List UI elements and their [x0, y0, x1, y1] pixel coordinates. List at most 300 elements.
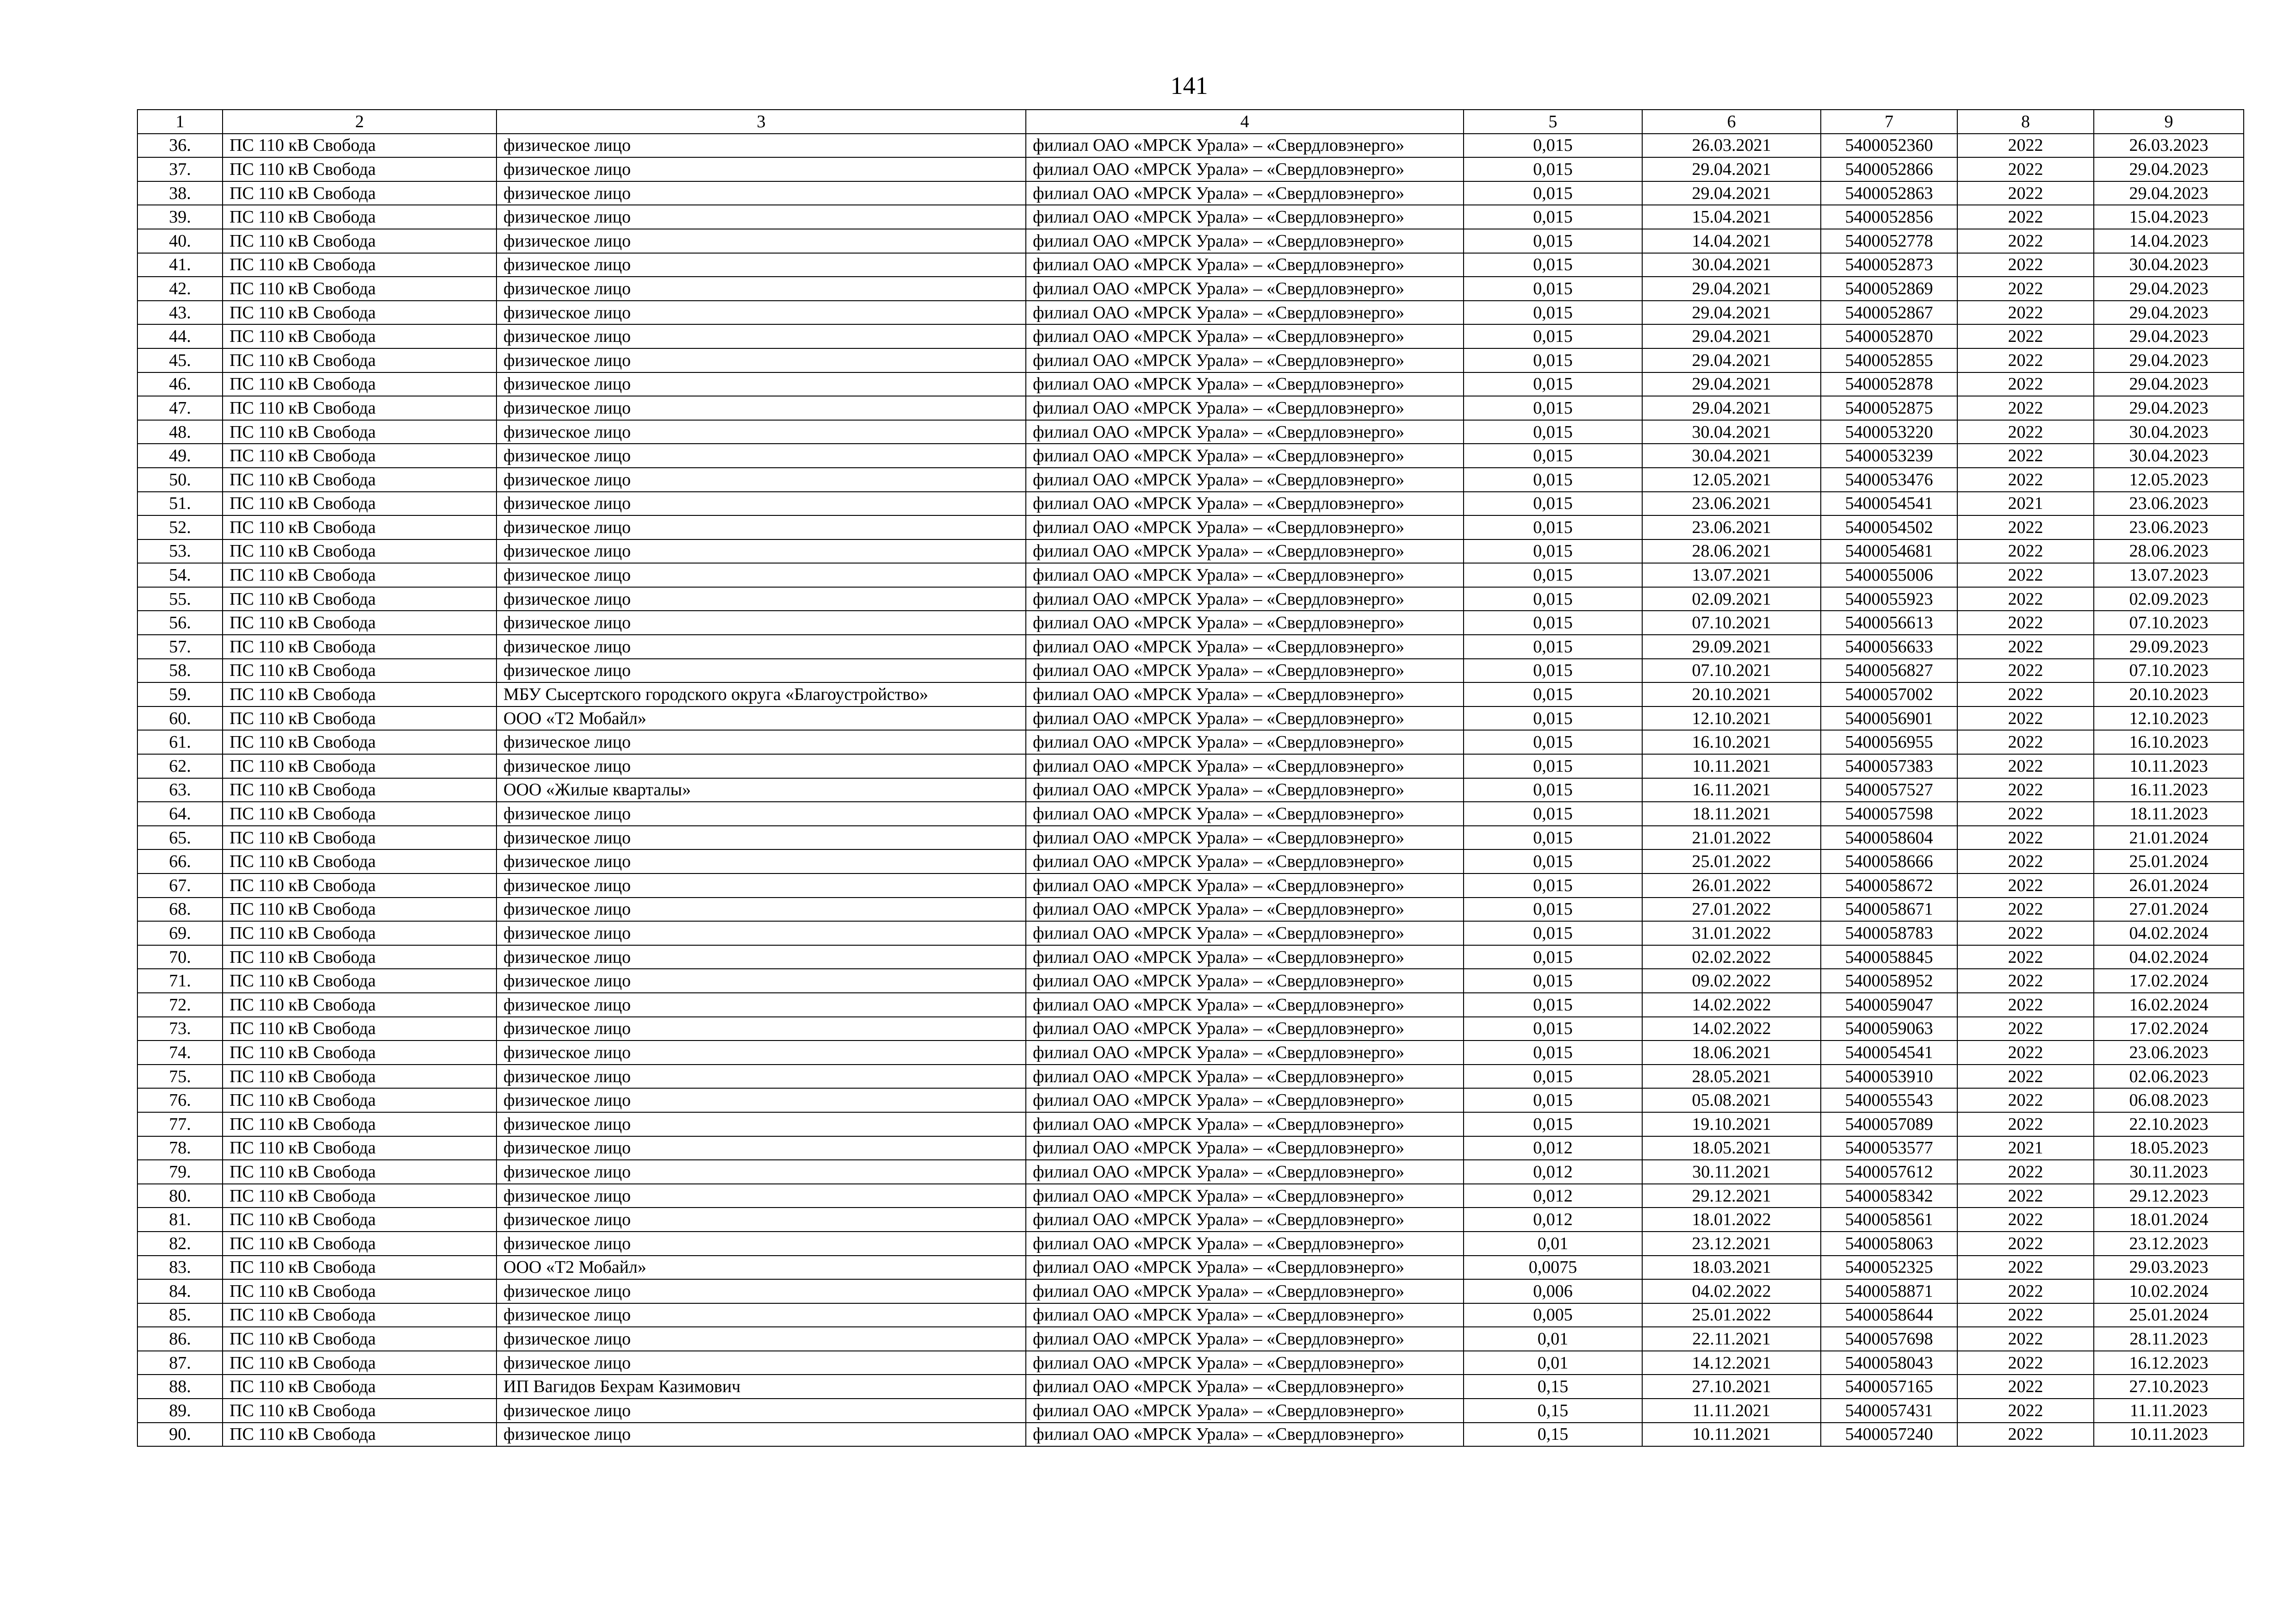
cell-row-number: 83.	[137, 1256, 223, 1280]
cell-year: 2022	[1957, 993, 2094, 1017]
cell-substation: ПС 110 кВ Свобода	[223, 277, 496, 301]
cell-row-number: 63.	[137, 778, 223, 802]
cell-request-date: 18.06.2021	[1642, 1041, 1821, 1065]
cell-substation: ПС 110 кВ Свобода	[223, 420, 496, 444]
cell-deadline-date: 30.04.2023	[2094, 420, 2244, 444]
cell-deadline-date: 22.10.2023	[2094, 1112, 2244, 1136]
table-row	[137, 898, 2244, 922]
cell-substation: ПС 110 кВ Свобода	[223, 181, 496, 205]
cell-power-mw: 0,01	[1464, 1327, 1642, 1351]
cell-network-organization: филиал ОАО «МРСК Урала» – «Свердловэнерго»	[1026, 348, 1464, 372]
cell-substation: ПС 110 кВ Свобода	[223, 396, 496, 420]
cell-network-organization: филиал ОАО «МРСК Урала» – «Свердловэнерго»	[1026, 1208, 1464, 1232]
cell-network-organization: филиал ОАО «МРСК Урала» – «Свердловэнерго»	[1026, 157, 1464, 181]
table-row	[137, 635, 2244, 659]
cell-request-date: 28.06.2021	[1642, 539, 1821, 564]
cell-contract-number: 5400057612	[1821, 1160, 1957, 1184]
cell-network-organization: филиал ОАО «МРСК Урала» – «Свердловэнерго»	[1026, 849, 1464, 873]
cell-contract-number: 5400057527	[1821, 778, 1957, 802]
cell-deadline-date: 12.05.2023	[2094, 468, 2244, 492]
cell-request-date: 02.09.2021	[1642, 587, 1821, 611]
cell-deadline-date: 04.02.2024	[2094, 921, 2244, 945]
table-row	[137, 1375, 2244, 1399]
cell-power-mw: 0,01	[1464, 1351, 1642, 1375]
cell-year: 2022	[1957, 1088, 2094, 1112]
cell-power-mw: 0,015	[1464, 301, 1642, 325]
cell-request-date: 14.02.2022	[1642, 1017, 1821, 1041]
cell-deadline-date: 29.04.2023	[2094, 181, 2244, 205]
cell-contract-number: 5400057698	[1821, 1327, 1957, 1351]
cell-contract-number: 5400056633	[1821, 635, 1957, 659]
cell-request-date: 18.05.2021	[1642, 1136, 1821, 1160]
cell-contract-number: 5400058845	[1821, 945, 1957, 969]
cell-row-number: 50.	[137, 468, 223, 492]
cell-contract-number: 5400052360	[1821, 134, 1957, 158]
cell-deadline-date: 30.04.2023	[2094, 253, 2244, 277]
cell-row-number: 76.	[137, 1088, 223, 1112]
cell-request-date: 29.12.2021	[1642, 1184, 1821, 1208]
cell-year: 2022	[1957, 1041, 2094, 1065]
cell-deadline-date: 27.10.2023	[2094, 1375, 2244, 1399]
cell-row-number: 49.	[137, 444, 223, 468]
header-col-3: 3	[496, 110, 1026, 134]
cell-deadline-date: 07.10.2023	[2094, 611, 2244, 635]
cell-row-number: 44.	[137, 324, 223, 348]
cell-request-date: 29.04.2021	[1642, 348, 1821, 372]
cell-substation: ПС 110 кВ Свобода	[223, 157, 496, 181]
cell-contract-number: 5400056827	[1821, 659, 1957, 683]
cell-applicant: физическое лицо	[496, 1088, 1026, 1112]
cell-substation: ПС 110 кВ Свобода	[223, 515, 496, 539]
cell-request-date: 23.06.2021	[1642, 515, 1821, 539]
table-row	[137, 515, 2244, 539]
cell-deadline-date: 29.04.2023	[2094, 372, 2244, 396]
cell-row-number: 57.	[137, 635, 223, 659]
cell-power-mw: 0,015	[1464, 1065, 1642, 1089]
cell-deadline-date: 28.06.2023	[2094, 539, 2244, 564]
cell-contract-number: 5400059047	[1821, 993, 1957, 1017]
cell-row-number: 85.	[137, 1303, 223, 1327]
cell-year: 2022	[1957, 1065, 2094, 1089]
cell-deadline-date: 18.01.2024	[2094, 1208, 2244, 1232]
table-row	[137, 444, 2244, 468]
cell-contract-number: 5400052778	[1821, 229, 1957, 253]
cell-applicant: физическое лицо	[496, 1327, 1026, 1351]
cell-request-date: 29.04.2021	[1642, 301, 1821, 325]
cell-applicant: ООО «Т2 Мобайл»	[496, 1256, 1026, 1280]
cell-request-date: 18.03.2021	[1642, 1256, 1821, 1280]
cell-power-mw: 0,015	[1464, 945, 1642, 969]
cell-applicant: физическое лицо	[496, 754, 1026, 778]
cell-year: 2021	[1957, 492, 2094, 516]
cell-applicant: физическое лицо	[496, 898, 1026, 922]
table-row	[137, 945, 2244, 969]
cell-power-mw: 0,01	[1464, 1232, 1642, 1256]
cell-power-mw: 0,015	[1464, 778, 1642, 802]
cell-year: 2022	[1957, 898, 2094, 922]
cell-power-mw: 0,015	[1464, 826, 1642, 850]
cell-applicant: физическое лицо	[496, 1423, 1026, 1447]
cell-deadline-date: 21.01.2024	[2094, 826, 2244, 850]
cell-request-date: 26.03.2021	[1642, 134, 1821, 158]
cell-request-date: 30.04.2021	[1642, 253, 1821, 277]
cell-deadline-date: 23.12.2023	[2094, 1232, 2244, 1256]
cell-substation: ПС 110 кВ Свобода	[223, 563, 496, 587]
cell-deadline-date: 29.09.2023	[2094, 635, 2244, 659]
cell-row-number: 75.	[137, 1065, 223, 1089]
cell-substation: ПС 110 кВ Свобода	[223, 873, 496, 898]
cell-contract-number: 5400058783	[1821, 921, 1957, 945]
cell-row-number: 81.	[137, 1208, 223, 1232]
cell-year: 2022	[1957, 1160, 2094, 1184]
cell-year: 2022	[1957, 754, 2094, 778]
cell-request-date: 14.04.2021	[1642, 229, 1821, 253]
cell-year: 2022	[1957, 1279, 2094, 1303]
cell-row-number: 86.	[137, 1327, 223, 1351]
table-row	[137, 539, 2244, 564]
cell-request-date: 21.01.2022	[1642, 826, 1821, 850]
cell-row-number: 69.	[137, 921, 223, 945]
cell-substation: ПС 110 кВ Свобода	[223, 1232, 496, 1256]
cell-contract-number: 5400057383	[1821, 754, 1957, 778]
cell-power-mw: 0,015	[1464, 468, 1642, 492]
cell-power-mw: 0,015	[1464, 205, 1642, 229]
cell-deadline-date: 17.02.2024	[2094, 1017, 2244, 1041]
cell-contract-number: 5400056955	[1821, 730, 1957, 754]
cell-applicant: физическое лицо	[496, 1303, 1026, 1327]
table-row	[137, 1088, 2244, 1112]
cell-request-date: 29.04.2021	[1642, 396, 1821, 420]
cell-substation: ПС 110 кВ Свобода	[223, 1088, 496, 1112]
cell-request-date: 29.04.2021	[1642, 157, 1821, 181]
cell-substation: ПС 110 кВ Свобода	[223, 539, 496, 564]
cell-contract-number: 5400059063	[1821, 1017, 1957, 1041]
cell-deadline-date: 17.02.2024	[2094, 969, 2244, 993]
cell-row-number: 43.	[137, 301, 223, 325]
cell-network-organization: филиал ОАО «МРСК Урала» – «Свердловэнерго»	[1026, 277, 1464, 301]
cell-applicant: физическое лицо	[496, 348, 1026, 372]
cell-deadline-date: 16.02.2024	[2094, 993, 2244, 1017]
header-col-8: 8	[1957, 110, 2094, 134]
cell-request-date: 20.10.2021	[1642, 682, 1821, 706]
cell-network-organization: филиал ОАО «МРСК Урала» – «Свердловэнерго»	[1026, 659, 1464, 683]
cell-network-organization: филиал ОАО «МРСК Урала» – «Свердловэнерго»	[1026, 181, 1464, 205]
cell-year: 2022	[1957, 587, 2094, 611]
table-row	[137, 301, 2244, 325]
cell-year: 2022	[1957, 969, 2094, 993]
cell-power-mw: 0,015	[1464, 157, 1642, 181]
table-row	[137, 682, 2244, 706]
cell-contract-number: 5400055923	[1821, 587, 1957, 611]
cell-contract-number: 5400052873	[1821, 253, 1957, 277]
cell-applicant: ООО «Т2 Мобайл»	[496, 706, 1026, 731]
table-row	[137, 706, 2244, 731]
cell-deadline-date: 23.06.2023	[2094, 515, 2244, 539]
cell-deadline-date: 20.10.2023	[2094, 682, 2244, 706]
cell-applicant: физическое лицо	[496, 372, 1026, 396]
cell-contract-number: 5400053476	[1821, 468, 1957, 492]
cell-applicant: физическое лицо	[496, 468, 1026, 492]
cell-deadline-date: 10.02.2024	[2094, 1279, 2244, 1303]
cell-row-number: 39.	[137, 205, 223, 229]
header-col-7: 7	[1821, 110, 1957, 134]
table-row	[137, 1017, 2244, 1041]
cell-power-mw: 0,015	[1464, 492, 1642, 516]
table-row	[137, 348, 2244, 372]
cell-substation: ПС 110 кВ Свобода	[223, 754, 496, 778]
cell-year: 2022	[1957, 635, 2094, 659]
cell-applicant: физическое лицо	[496, 1184, 1026, 1208]
cell-network-organization: филиал ОАО «МРСК Урала» – «Свердловэнерго»	[1026, 1423, 1464, 1447]
cell-network-organization: филиал ОАО «МРСК Урала» – «Свердловэнерго»	[1026, 134, 1464, 158]
cell-row-number: 56.	[137, 611, 223, 635]
cell-row-number: 78.	[137, 1136, 223, 1160]
table-row	[137, 969, 2244, 993]
cell-power-mw: 0,15	[1464, 1375, 1642, 1399]
cell-power-mw: 0,015	[1464, 229, 1642, 253]
table-row	[137, 253, 2244, 277]
table-row	[137, 1208, 2244, 1232]
cell-applicant: ИП Вагидов Бехрам Казимович	[496, 1375, 1026, 1399]
cell-year: 2022	[1957, 444, 2094, 468]
cell-network-organization: филиал ОАО «МРСК Урала» – «Свердловэнерго»	[1026, 587, 1464, 611]
cell-year: 2022	[1957, 778, 2094, 802]
cell-network-organization: филиал ОАО «МРСК Урала» – «Свердловэнерго»	[1026, 1327, 1464, 1351]
cell-power-mw: 0,015	[1464, 1041, 1642, 1065]
cell-power-mw: 0,015	[1464, 515, 1642, 539]
table-row	[137, 730, 2244, 754]
cell-deadline-date: 29.12.2023	[2094, 1184, 2244, 1208]
cell-applicant: физическое лицо	[496, 134, 1026, 158]
cell-year: 2022	[1957, 157, 2094, 181]
cell-power-mw: 0,015	[1464, 682, 1642, 706]
header-col-6: 6	[1642, 110, 1821, 134]
cell-network-organization: филиал ОАО «МРСК Урала» – «Свердловэнерго»	[1026, 1136, 1464, 1160]
cell-row-number: 60.	[137, 706, 223, 731]
cell-substation: ПС 110 кВ Свобода	[223, 205, 496, 229]
cell-power-mw: 0,015	[1464, 802, 1642, 826]
cell-network-organization: филиал ОАО «МРСК Урала» – «Свердловэнерго»	[1026, 539, 1464, 564]
cell-contract-number: 5400058952	[1821, 969, 1957, 993]
header-col-5: 5	[1464, 110, 1642, 134]
cell-year: 2022	[1957, 659, 2094, 683]
cell-year: 2022	[1957, 1232, 2094, 1256]
cell-deadline-date: 16.11.2023	[2094, 778, 2244, 802]
cell-applicant: физическое лицо	[496, 945, 1026, 969]
cell-request-date: 04.02.2022	[1642, 1279, 1821, 1303]
cell-deadline-date: 29.04.2023	[2094, 301, 2244, 325]
cell-power-mw: 0,015	[1464, 396, 1642, 420]
cell-power-mw: 0,015	[1464, 969, 1642, 993]
cell-power-mw: 0,015	[1464, 372, 1642, 396]
table-row	[137, 802, 2244, 826]
cell-network-organization: филиал ОАО «МРСК Урала» – «Свердловэнерго»	[1026, 324, 1464, 348]
cell-substation: ПС 110 кВ Свобода	[223, 682, 496, 706]
cell-deadline-date: 29.04.2023	[2094, 157, 2244, 181]
cell-year: 2022	[1957, 324, 2094, 348]
table-row	[137, 1303, 2244, 1327]
table-row	[137, 826, 2244, 850]
cell-applicant: МБУ Сысертского городского округа «Благоустройство»	[496, 682, 1026, 706]
cell-applicant: физическое лицо	[496, 993, 1026, 1017]
cell-row-number: 45.	[137, 348, 223, 372]
cell-deadline-date: 29.04.2023	[2094, 348, 2244, 372]
cell-substation: ПС 110 кВ Свобода	[223, 1184, 496, 1208]
cell-deadline-date: 23.06.2023	[2094, 1041, 2244, 1065]
cell-power-mw: 0,015	[1464, 1112, 1642, 1136]
cell-substation: ПС 110 кВ Свобода	[223, 444, 496, 468]
cell-network-organization: филиал ОАО «МРСК Урала» – «Свердловэнерго»	[1026, 1256, 1464, 1280]
cell-power-mw: 0,012	[1464, 1136, 1642, 1160]
cell-contract-number: 5400058671	[1821, 898, 1957, 922]
cell-network-organization: филиал ОАО «МРСК Урала» – «Свердловэнерго»	[1026, 873, 1464, 898]
cell-deadline-date: 16.10.2023	[2094, 730, 2244, 754]
cell-deadline-date: 02.06.2023	[2094, 1065, 2244, 1089]
cell-network-organization: филиал ОАО «МРСК Урала» – «Свердловэнерго»	[1026, 921, 1464, 945]
cell-power-mw: 0,012	[1464, 1208, 1642, 1232]
cell-request-date: 10.11.2021	[1642, 1423, 1821, 1447]
cell-power-mw: 0,015	[1464, 563, 1642, 587]
cell-contract-number: 5400058644	[1821, 1303, 1957, 1327]
cell-network-organization: филиал ОАО «МРСК Урала» – «Свердловэнерго»	[1026, 1112, 1464, 1136]
cell-applicant: физическое лицо	[496, 1351, 1026, 1375]
cell-contract-number: 5400052866	[1821, 157, 1957, 181]
cell-applicant: физическое лицо	[496, 563, 1026, 587]
cell-year: 2022	[1957, 253, 2094, 277]
table-row	[137, 396, 2244, 420]
cell-applicant: физическое лицо	[496, 826, 1026, 850]
cell-power-mw: 0,015	[1464, 730, 1642, 754]
cell-applicant: физическое лицо	[496, 253, 1026, 277]
cell-applicant: физическое лицо	[496, 849, 1026, 873]
cell-network-organization: филиал ОАО «МРСК Урала» – «Свердловэнерго»	[1026, 754, 1464, 778]
cell-row-number: 67.	[137, 873, 223, 898]
cell-applicant: физическое лицо	[496, 1399, 1026, 1423]
cell-substation: ПС 110 кВ Свобода	[223, 1399, 496, 1423]
cell-row-number: 80.	[137, 1184, 223, 1208]
table-row	[137, 921, 2244, 945]
cell-row-number: 54.	[137, 563, 223, 587]
cell-request-date: 13.07.2021	[1642, 563, 1821, 587]
cell-power-mw: 0,015	[1464, 134, 1642, 158]
cell-substation: ПС 110 кВ Свобода	[223, 1112, 496, 1136]
cell-row-number: 46.	[137, 372, 223, 396]
table-row	[137, 873, 2244, 898]
table-row	[137, 157, 2244, 181]
cell-network-organization: филиал ОАО «МРСК Урала» – «Свердловэнерго»	[1026, 301, 1464, 325]
cell-row-number: 53.	[137, 539, 223, 564]
cell-applicant: физическое лицо	[496, 802, 1026, 826]
cell-deadline-date: 12.10.2023	[2094, 706, 2244, 731]
cell-power-mw: 0,015	[1464, 253, 1642, 277]
cell-network-organization: филиал ОАО «МРСК Урала» – «Свердловэнерго»	[1026, 563, 1464, 587]
cell-applicant: физическое лицо	[496, 730, 1026, 754]
cell-deadline-date: 29.04.2023	[2094, 277, 2244, 301]
cell-deadline-date: 10.11.2023	[2094, 1423, 2244, 1447]
cell-contract-number: 5400057240	[1821, 1423, 1957, 1447]
cell-year: 2022	[1957, 468, 2094, 492]
table-row	[137, 1112, 2244, 1136]
cell-deadline-date: 13.07.2023	[2094, 563, 2244, 587]
cell-substation: ПС 110 кВ Свобода	[223, 730, 496, 754]
cell-request-date: 22.11.2021	[1642, 1327, 1821, 1351]
cell-year: 2022	[1957, 515, 2094, 539]
cell-applicant: физическое лицо	[496, 1041, 1026, 1065]
cell-contract-number: 5400053239	[1821, 444, 1957, 468]
cell-row-number: 65.	[137, 826, 223, 850]
cell-applicant: физическое лицо	[496, 324, 1026, 348]
cell-substation: ПС 110 кВ Свобода	[223, 1351, 496, 1375]
table-row	[137, 1041, 2244, 1065]
cell-request-date: 25.01.2022	[1642, 1303, 1821, 1327]
cell-network-organization: филиал ОАО «МРСК Урала» – «Свердловэнерго»	[1026, 1017, 1464, 1041]
cell-power-mw: 0,015	[1464, 611, 1642, 635]
cell-contract-number: 5400057598	[1821, 802, 1957, 826]
cell-deadline-date: 07.10.2023	[2094, 659, 2244, 683]
cell-deadline-date: 16.12.2023	[2094, 1351, 2244, 1375]
cell-request-date: 31.01.2022	[1642, 921, 1821, 945]
cell-year: 2022	[1957, 1351, 2094, 1375]
cell-network-organization: филиал ОАО «МРСК Урала» – «Свердловэнерго»	[1026, 396, 1464, 420]
cell-substation: ПС 110 кВ Свобода	[223, 134, 496, 158]
cell-power-mw: 0,015	[1464, 873, 1642, 898]
cell-contract-number: 5400052878	[1821, 372, 1957, 396]
cell-network-organization: филиал ОАО «МРСК Урала» – «Свердловэнерго»	[1026, 898, 1464, 922]
cell-applicant: физическое лицо	[496, 181, 1026, 205]
cell-request-date: 29.04.2021	[1642, 277, 1821, 301]
cell-deadline-date: 14.04.2023	[2094, 229, 2244, 253]
cell-contract-number: 5400052855	[1821, 348, 1957, 372]
cell-substation: ПС 110 кВ Свобода	[223, 611, 496, 635]
cell-deadline-date: 30.11.2023	[2094, 1160, 2244, 1184]
cell-deadline-date: 26.03.2023	[2094, 134, 2244, 158]
cell-deadline-date: 25.01.2024	[2094, 849, 2244, 873]
cell-network-organization: филиал ОАО «МРСК Урала» – «Свердловэнерго»	[1026, 515, 1464, 539]
cell-year: 2022	[1957, 301, 2094, 325]
cell-network-organization: филиал ОАО «МРСК Урала» – «Свердловэнерго»	[1026, 1088, 1464, 1112]
cell-year: 2022	[1957, 1303, 2094, 1327]
table-row	[137, 277, 2244, 301]
cell-applicant: физическое лицо	[496, 1208, 1026, 1232]
cell-year: 2022	[1957, 134, 2094, 158]
cell-row-number: 38.	[137, 181, 223, 205]
cell-contract-number: 5400058871	[1821, 1279, 1957, 1303]
cell-applicant: физическое лицо	[496, 969, 1026, 993]
cell-request-date: 29.09.2021	[1642, 635, 1821, 659]
cell-substation: ПС 110 кВ Свобода	[223, 1375, 496, 1399]
cell-contract-number: 5400052867	[1821, 301, 1957, 325]
cell-power-mw: 0,015	[1464, 659, 1642, 683]
cell-network-organization: филиал ОАО «МРСК Урала» – «Свердловэнерго»	[1026, 1041, 1464, 1065]
cell-network-organization: филиал ОАО «МРСК Урала» – «Свердловэнерго»	[1026, 1399, 1464, 1423]
registry-table	[137, 109, 2244, 1447]
cell-row-number: 48.	[137, 420, 223, 444]
cell-power-mw: 0,0075	[1464, 1256, 1642, 1280]
cell-network-organization: филиал ОАО «МРСК Урала» – «Свердловэнерго»	[1026, 706, 1464, 731]
cell-power-mw: 0,015	[1464, 539, 1642, 564]
cell-year: 2022	[1957, 181, 2094, 205]
cell-year: 2022	[1957, 1208, 2094, 1232]
cell-substation: ПС 110 кВ Свобода	[223, 468, 496, 492]
cell-row-number: 77.	[137, 1112, 223, 1136]
table-row	[137, 587, 2244, 611]
cell-row-number: 47.	[137, 396, 223, 420]
cell-applicant: физическое лицо	[496, 1160, 1026, 1184]
cell-row-number: 40.	[137, 229, 223, 253]
cell-year: 2022	[1957, 826, 2094, 850]
cell-power-mw: 0,015	[1464, 587, 1642, 611]
table-row	[137, 611, 2244, 635]
